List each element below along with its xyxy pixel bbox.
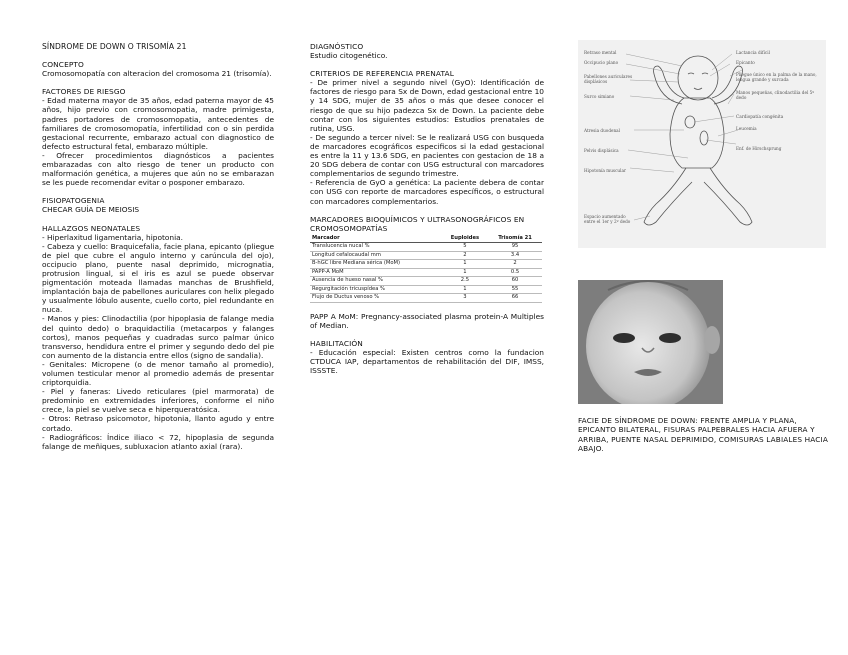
diagram-label: Pliegue único en la palma de la mano, lengua grande y surcada [736,72,817,82]
table-cell: 60 [488,277,542,286]
table-cell: 3 [442,294,488,303]
criteria-list [310,78,544,205]
table-cell: Regurgitación tricuspídea % [310,285,442,294]
rehab-heading: HABILITACIÓN [310,338,363,348]
table-cell: Ausencia de hueso nasal % [310,277,442,286]
table-header: Euploides [442,235,488,243]
list-item: - Edad materna mayor de 35 años, edad paterna mayor de 45 años, hijo previo con cromosomopatia, madre primigesta, padres portadores de cromosomopatia, antecedentes de familiares de cromosomopatía, infertilidad con o sin perdida gestacional recurrente, embarazo actual con diagnostico de defecto estructural fetal, embarazo múltiple. [42,96,274,151]
table-cell: 0.5 [488,268,542,277]
table-cell: 1 [442,260,488,269]
table-cell: 66 [488,294,542,303]
infant-face-photo [578,280,723,404]
diag-heading: DIAGNÓSTICO [310,42,364,51]
table-cell: 5 [442,243,488,252]
list-item: - Radiográficos: Índice iliaco < 72, hipoplasia de segunda falange de meñiques, subluxacion atlanto axial (rara). [42,432,274,451]
table-cell: B-hGC libre Mediana sérica (MoM) [310,260,442,269]
table-cell: Longitud cefalocaudal mm [310,251,442,260]
infant-diagram [578,40,826,248]
diagram-label: Leucemia [736,126,757,131]
table-row [310,294,542,303]
patho-heading: FISIOPATOGENIA [42,196,105,206]
table-row [310,268,542,277]
markers-heading: MARCADORES BIOQUÍMICOS Y ULTRASONOGRÁFICOS EN CROMOSOMOPATÍAS [310,214,525,233]
table-cell: 2 [442,251,488,260]
table-cell: 55 [488,285,542,294]
diagram-label: Pabellones auriculares displásicos [584,74,633,84]
table-cell: PAPP-A MoM [310,268,442,277]
figure-caption: FACIE DE SÍNDROME DE DOWN: FRENTE AMPLIA Y PLANA, EPICANTO BILATERAL, FISURAS PALPEBRALES HACIA AFUERA Y ARRIBA, PUENTE NASAL DEPRIMIDO, COMISURAS LABIALES HACIA ABAJO. [578,416,828,453]
patho-text: CHECAR GUÍA DE MEIOSIS [42,205,140,215]
column-middle [310,42,544,375]
table-cell: 3.4 [488,251,542,260]
list-item: - Referencia de GyO a genética: La paciente debera de contar con USG con reporte de marcadores específicos, o estructural con marcadores complementarios. [310,178,544,206]
table-row [310,243,542,252]
list-item: - Otros: Retraso psicomotor, hipotonia, llanto agudo y entre cortado. [42,414,274,433]
table-row [310,260,542,269]
diagram-label: Espacio aumentado entre el 1er y 2º dedo [584,214,631,224]
diagram-label: Enf. de Hirschsprung [736,146,782,151]
neonatal-heading: HALLAZGOS NEONATALES [42,223,141,233]
diagram-label: Lactancia difícil [736,50,770,55]
concept-text: Cromosomopatía con alteracion del cromosoma 21 (trisomía). [42,69,272,79]
table-cell: 1 [442,268,488,277]
table-cell: 1 [442,285,488,294]
diag-text: Estudio citogenético. [310,51,388,61]
face-image [578,280,723,404]
list-item: - Hiperlaxitud ligamentaria, hipotonia. [42,232,184,242]
list-item: - Manos y pies: Clinodactilia (por hipoplasia de falange media del quinto dedo) o braquidactilia (metacarpos y falanges cortos), manos pequeñas y cuadradas surco palmar único transverso, hendidura entre el primer y segundo dedo del pie con aumento de la distancia entre ellos (signo de sandalia). [42,314,274,360]
table-row [310,285,542,294]
risk-heading: FACTORES DE RIESGO [42,87,126,97]
table-cell: 2 [488,260,542,269]
table-cell: 2.5 [442,277,488,286]
diagram-label: Surco simiano [584,94,615,99]
diagram-label: Epicanto [736,60,755,65]
rehab-text: - Educación especial: Existen centros como la fundacion CTDUCA IAP, departamentos de rehabilitación del DIF, IMSS, ISSSTE. [310,348,544,376]
infant-torso [670,98,724,168]
concept-heading: CONCEPTO [42,60,84,70]
table-cell: Translucencia nucal % [310,243,442,252]
diagram-label: Manos pequeñas, clinodactilia del 5º dedo [736,90,815,100]
list-item: - Cabeza y cuello: Braquicefalia, facie plana, epicanto (pliegue de piel que cubre el angulo interno y carúncula del ojo), occipucio plano, puente nasal deprimido, micrognatia, protrusion lingual, si el iris es azul se puede observar pigmentación moteada llamadas manchas de Brushfield, implantación baja de pabellones auriculares con helix plegado y usualmente lóbulo ausente, cuello corto, piel redundante en nuca. [42,241,274,315]
list-item: - De primer nivel a segundo nivel (GyO): Identificación de factores de riesgo para Sx de Down, edad gestacional entre 10 y 14 SDG, mujer de 35 años o más que desee conocer el riesgo de que su hijo padezca Sx de Down. La paciente debe contar con los siguientes estudios: Estudios prenatales de rutina, USG. [310,78,544,133]
document-title: SÍNDROME DE DOWN O TRISOMÍA 21 [42,42,187,51]
table-cell: 95 [488,243,542,252]
diagram-label: Retraso mental [584,50,617,55]
criteria-heading: CRITERIOS DE REFERENCIA PRENATAL [310,69,454,79]
diagram-label: Cardiopatía congénita [736,114,784,119]
diagram-label: Hipotonía muscular [584,168,626,173]
list-item: - Genitales: Micropene (o de menor tamaño al promedio), volumen testicular menor al promedio además de presentar criptorquidia. [42,359,274,388]
pappa-note: PAPP A MoM: Pregnancy-associated plasma protein-A Multiples of Median. [310,311,544,330]
infant-head [678,56,718,100]
diagram-label: Atresia duodenal [584,128,621,133]
list-item: - Ofrecer procedimientos diagnósticos a pacientes embarazadas con alto riesgo de tener un producto con malformación genética, a mujeres que aún no se embarazan se les puede recomendar evitar o posponer embarazo. [42,150,274,188]
table-header-row [310,235,542,243]
diagram-label: Occipucio plano [584,60,619,65]
risk-list [42,96,274,187]
table-header: Marcador [310,235,442,243]
neonatal-list [42,233,274,451]
table-row [310,277,542,286]
table-row [310,251,542,260]
diagram-label: Pelvis displásica [584,148,619,153]
table-header: Trisomía 21 [488,235,542,243]
list-item: - Piel y faneras: Livedo reticulares (piel marmorata) de predominio en extremidades inferiores, conforme el niño crece, la piel se vuelve seca e hiperqueratósica. [42,387,274,415]
list-item: - De segundo a tercer nivel: Se le realizará USG con busqueda de marcadores ecográficos especificos si la edad gestacional es entre la 11 y 13.6 SDG, en pacientes con gestacion de 18 a 20 SDG debera de contar con USG estructural con marcadores complementarios de segundo trimestre. [310,132,544,179]
column-left [42,42,274,451]
markers-table [310,235,542,303]
table-cell: Flujo de Ductus venoso % [310,294,442,303]
